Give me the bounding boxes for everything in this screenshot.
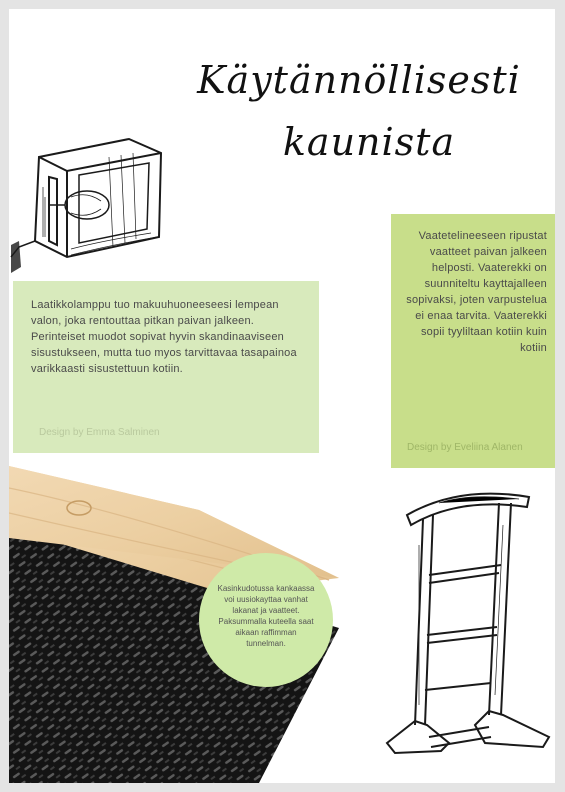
fabric-info-circle [199,553,333,687]
valet-description-box [391,214,555,468]
fabric-info-text: Kasinkudotussa kankaassa voi uusiokayttaa vanhat lakanat ja vaatteet. Paksummalla kuteella saat aikaan raffimman tunnelman. [217,584,315,648]
title-line-1: Käytännöllisesti [197,58,521,102]
box-lamp-sketch [9,117,185,277]
valet-description-text: Vaatetelineeseen ripustat vaatteet paivan jalkeen helposti. Vaaterekki on suunniteltu kayttajalleen sopivaksi, joten varpustelua ei enaa tarvita. Vaaterekki sopii tyyliltaan kotiin kuin kotiin [406,230,547,354]
page-title [159,49,555,173]
lamp-design-credit: Design by Emma Salminen [39,427,160,438]
lamp-description-box [13,281,319,453]
lamp-description-text: Laatikkolamppu tuo makuuhuoneeseesi lempean valon, joka rentouttaa pitkan paivan jalkeen. Perinteiset muodot sopivat hyvin skandinaaviseen sisustukseen, mutta tuo myos tarvittavaa tasapainoa varikkaasti sisustettuun kotiin. [31,299,297,375]
title-line-2: kaunista [282,120,456,164]
valet-design-credit: Design by Eveliina Alanen [407,442,523,453]
poster-page [9,9,555,783]
clothes-valet-sketch [379,485,555,775]
